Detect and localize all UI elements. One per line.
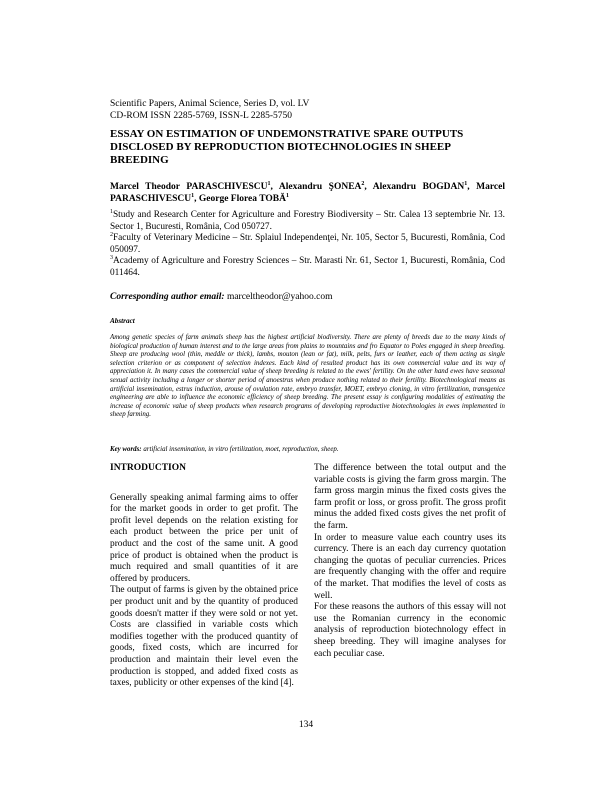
author-list <box>110 181 505 205</box>
author: Marcel Theodor PARASCHIVESCU$^1$, <box>110 180 279 192</box>
journal-name: Scientific Papers, Animal Science, Series D, vol. LV <box>110 99 310 109</box>
affiliation-list <box>110 210 505 280</box>
paper-title: ESSAY ON ESTIMATION OF UNDEMONSTRATIVE SPARE OUTPUTS DISCLOSED BY REPRODUCTION BIOTECHNOLOGIES IN SHEEP BREEDING <box>110 128 464 166</box>
paragraph: In order to measure value each country uses its currency. There is an each day currency quotation changing the quotas of peculiar currencies. Prices are frequently changing with the offer and require of the market. That modifies the level of costs as well. <box>314 532 506 601</box>
keywords-label: Key words: <box>110 446 142 453</box>
left-column <box>110 463 298 690</box>
paragraph: For these reasons the authors of this essay will not use the Romanian currency in the economic analysis of reproduction biotechnology effect in sheep breeding. They will imagine analyses for each peculiar case. <box>314 602 506 659</box>
corresponding-email[interactable]: marceltheodor@yahoo.com <box>226 292 333 302</box>
keywords <box>110 446 505 453</box>
abstract-heading: Abstract <box>110 317 135 325</box>
keywords-text: artificial insemination, in vitro fertilization, moet, reproduction, sheep. <box>143 446 339 453</box>
corresponding-label: Corresponding author email: <box>110 292 225 302</box>
journal-header <box>110 99 309 122</box>
right-column <box>314 463 506 660</box>
affiliation: $^3$Academy of Agriculture and Forestry Sciences – Str. Marasti Nr. 61, Sector 1, Bucuresti, România, Cod 011464. <box>110 255 505 278</box>
paragraph: Generally speaking animal farming aims to offer for the market goods in order to get profit. The profit level depends on the relation existing for each product between the price per unit of product and the cost of the same unit. A good price of product is obtained when the product is much required and small quantities of it are offered by producers. <box>110 492 298 584</box>
abstract-text: Among genetic species of farm animals sheep has the highest artificial biodiversity. There are plenty of breeds due to the many kinds of biological production of human interest and to the large areas from plains to mountains and fro Equator to Poles engaged in sheep breeding. Sheep are producing wool (thin, meddle or thick), lambs, mouton (lean or fat), milk, pelts, furs or leather, each of them acting as single selection criterion or as component of selection indexes. Each kind of resulted product has its own commercial value and its way of appreciation it. In many cases the commercial value of sheep breeding is related to the ewes' fertility. On the other hand ewes have seasonal sexual activity including a longer or shorter period of anoestrus when produce nothing related to their fertility. Biotechnological means as artificial insemination, estrus induction, arouse of ovulation rate, embryo transfer, MOET, embryo cloning, in vitro fertilization, transgenice engineering are able to influence the economic efficiency of sheep breeding. The present essay is configuring modalities of estimating the increase of economic value of sheep products when research programs of developing reproductive biotechnologies in ewes implemented in sheep farming. <box>110 334 505 419</box>
affiliation: $^1$Study and Research Center for Agriculture and Forestry Biodiversity – Str. Calea 13 septembrie Nr. 13. Sector 1, Bucuresti, România, Cod 050727. <box>110 208 505 232</box>
journal-issn: CD-ROM ISSN 2285-5769, ISSN-L 2285-5750 <box>110 110 293 121</box>
paragraph: The output of farms is given by the obtained price per product unit and by the quantity of produced goods doesn't matter if they were sold or not yet. Costs are classified in variable costs which modifies together with the produced quantity of goods, fixed costs, which are incurred for production and maintain their level even the production is stopped, and added fixed costs as taxes, publicity or other expenses of the kind [4]. <box>110 585 298 689</box>
page-number: 134 <box>298 720 314 730</box>
paragraph: The difference between the total output and the variable costs is giving the farm gross margin. The farm gross margin minus the fixed costs gives the farm profit or loss, or gross profit. The gross profit minus the added fixed costs gives the net profit of the farm. <box>314 463 506 531</box>
author: Alexandru BOGDAN$^1$, <box>372 180 477 192</box>
author: Alexandru ŞONEA$^2$, <box>278 180 373 192</box>
section-heading-introduction: INTRODUCTION <box>110 463 187 473</box>
corresponding-author <box>110 292 333 302</box>
author: Marcel PARASCHIVESCU$^1$, <box>110 182 505 204</box>
author: George Florea TOBĂ$^1$ <box>198 192 289 204</box>
affiliation: $^2$Faculty of Veterinary Medicine – Str. Splaiul Independenţei, Nr. 105, Sector 5, Bucuresti, România, Cod 050097. <box>110 232 505 255</box>
